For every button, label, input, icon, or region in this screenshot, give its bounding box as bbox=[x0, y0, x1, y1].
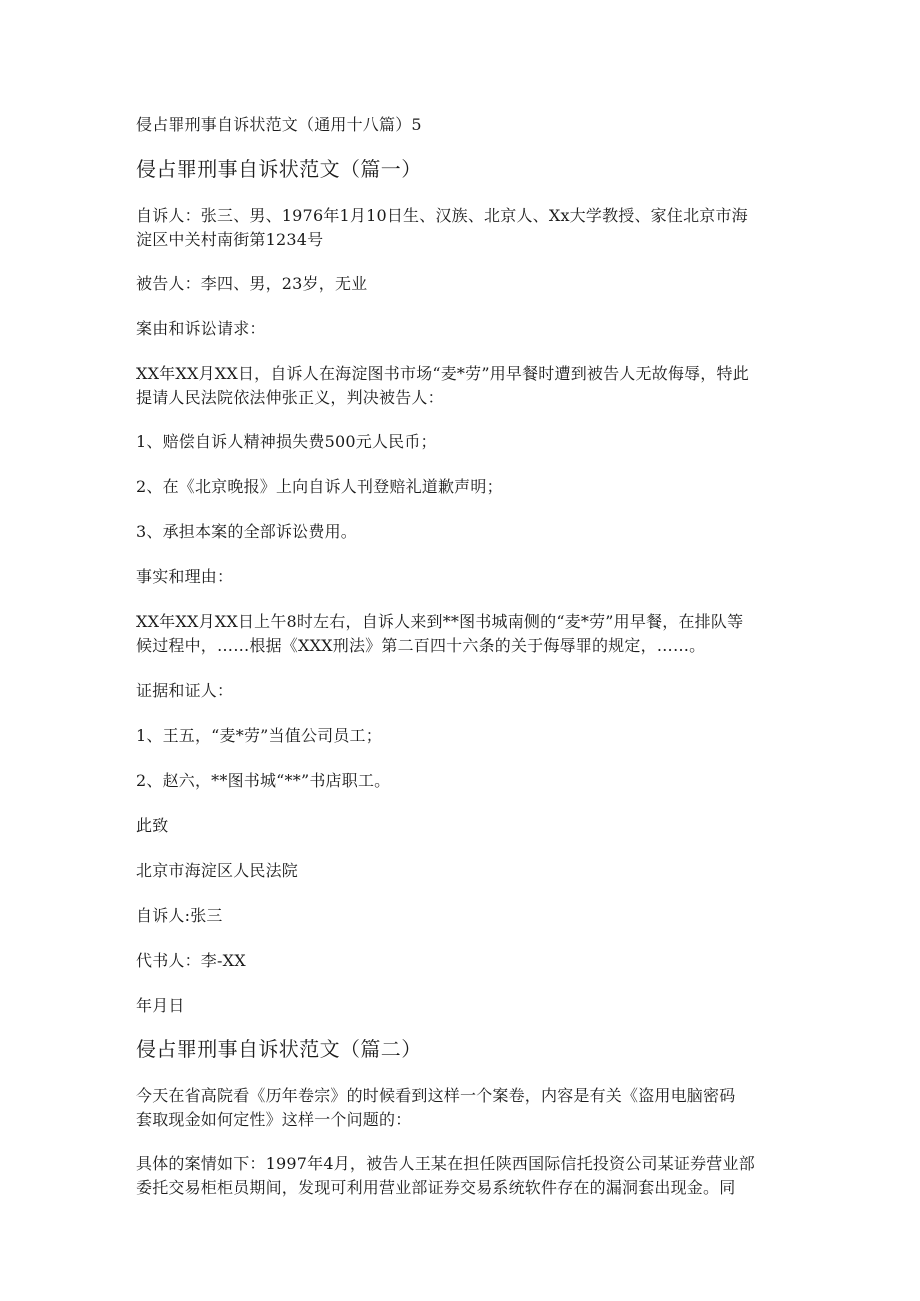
claim-item-3: 3、承担本案的全部诉讼费用。 bbox=[136, 522, 357, 541]
signature-agent: 代书人：李-XX bbox=[136, 951, 246, 970]
section-heading-2: 侵占罪刑事自诉状范文（篇二） bbox=[136, 1037, 422, 1061]
case-intro-line-2: 套取现金如何定性》这样一个问题的： bbox=[136, 1110, 412, 1129]
claim-item-2: 2、在《北京晚报》上向自诉人刊登赔礼道歉声明； bbox=[136, 477, 503, 496]
case-details-line-2: 委托交易柜柜员期间，发现可利用营业部证券交易系统软件存在的漏洞套出现金。同 bbox=[136, 1178, 736, 1197]
claim-item-1: 1、赔偿自诉人精神损失费500元人民币； bbox=[136, 432, 437, 451]
section-heading-1: 侵占罪刑事自诉状范文（篇一） bbox=[136, 157, 422, 181]
court-name: 北京市海淀区人民法院 bbox=[136, 861, 299, 880]
claims-paragraph-line-2: 提请人民法院依法伸张正义，判决被告人： bbox=[136, 388, 444, 407]
claims-paragraph-line-1: XX年XX月XX日，自诉人在海淀图书市场“麦*劳”用早餐时遭到被告人无故侮辱，特此 bbox=[136, 364, 749, 383]
evidence-label: 证据和证人： bbox=[136, 681, 234, 700]
claims-label: 案由和诉讼请求： bbox=[136, 319, 266, 338]
plaintiff-info-line-1: 自诉人：张三、男、1976年1月10日生、汉族、北京人、Xx大学教授、家住北京市海 bbox=[136, 206, 748, 225]
facts-paragraph-line-1: XX年XX月XX日上午8时左右，自诉人来到**图书城南侧的“麦*劳”用早餐，在排队等 bbox=[136, 612, 744, 631]
document-title: 侵占罪刑事自诉状范文（通用十八篇）5 bbox=[136, 115, 422, 134]
witness-item-1: 1、王五，“麦*劳”当值公司员工； bbox=[136, 726, 382, 745]
case-details-line-1: 具体的案情如下：1997年4月，被告人王某在担任陕西国际信托投资公司某证券营业部 bbox=[136, 1154, 755, 1173]
signature-plaintiff: 自诉人:张三 bbox=[136, 906, 223, 925]
case-intro-line-1: 今天在省高院看《历年卷宗》的时候看到这样一个案卷，内容是有关《盗用电脑密码 bbox=[136, 1086, 736, 1105]
salutation: 此致 bbox=[136, 816, 169, 835]
facts-paragraph-line-2: 候过程中，……根据《XXX刑法》第二百四十六条的关于侮辱罪的规定，……。 bbox=[136, 636, 706, 655]
plaintiff-info-line-2: 淀区中关村南街第1234号 bbox=[136, 230, 324, 249]
date-line: 年月日 bbox=[136, 996, 185, 1015]
defendant-info: 被告人：李四、男，23岁，无业 bbox=[136, 274, 368, 293]
witness-item-2: 2、赵六，**图书城“**”书店职工。 bbox=[136, 771, 391, 790]
facts-label: 事实和理由： bbox=[136, 567, 234, 586]
